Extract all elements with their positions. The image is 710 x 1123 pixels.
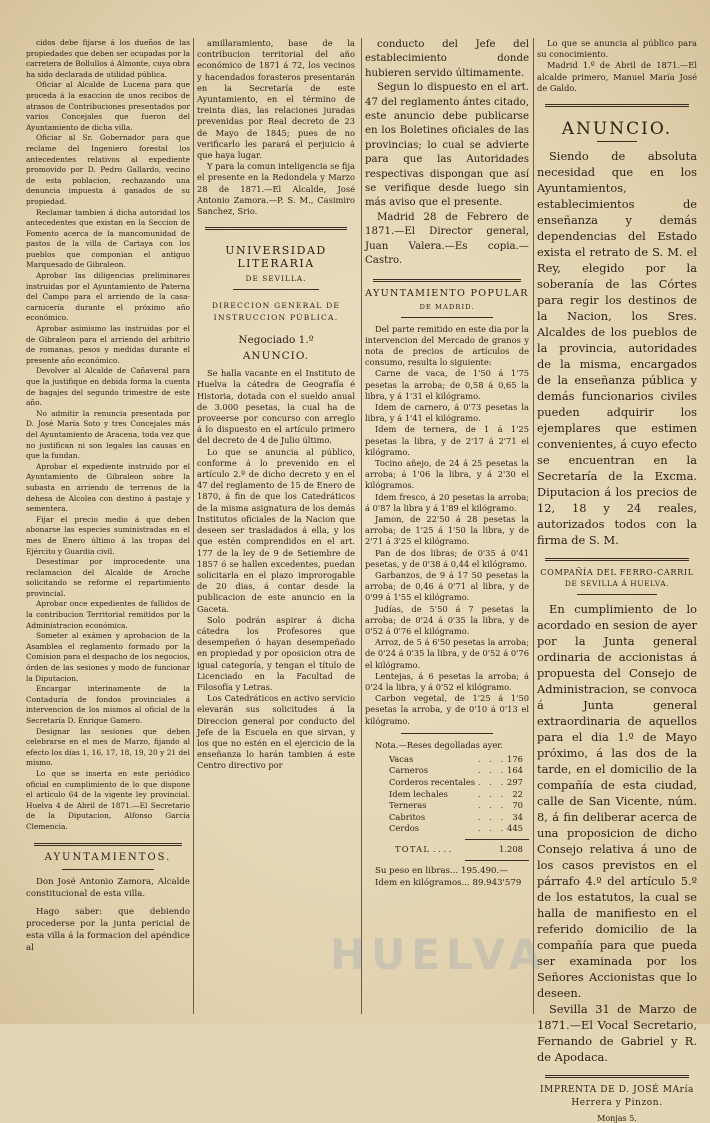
paragraph: cidos debe fijarse á los dueños de las propiedades que deben ser ocupadas por la carretera de Bollullos á Almonte, cuya obra ha sido declarada de utilidad pública. xyxy=(26,38,190,79)
price-item: Garbanzos, de 9 á 17 50 pesetas la arroba; de 0,46 á 0'71 al libra, y de 0'99 á 1'55 el kilógramo. xyxy=(365,569,529,603)
divider xyxy=(233,289,319,290)
price-item: Tocino añejo, de 24 á 25 pesetas la arroba; á 1'06 la libra, y á 2'30 el kilógramos. xyxy=(365,457,529,491)
paragraph: amillaramiento, base de la contribucion territorial del año económico de 1871 á 72, los vecinos y hacendados forasteros presentarán en la Secretaría de este Ayuntamiento, en el término de treinta dias, las relaciones juradas prevenidas por Real decreto de 23 de Mayo de 1845; pues de no verificarlo les parará el perjuicio á que haya lugar. xyxy=(197,38,355,161)
divider xyxy=(205,227,347,230)
paragraph: Sevilla 31 de Marzo de 1871.—El Vocal Secretario, Fernando de Gabriel y R. de Apodaca. xyxy=(537,1002,697,1065)
price-item: Pan de dos libras; de 0'35 á 0'41 pesetas, y de 0'38 á 0,44 el kilógramo. xyxy=(365,547,529,569)
divider xyxy=(577,594,657,595)
slaughter-total: TOTAL . . . . 1.208 xyxy=(365,844,529,856)
notice-text: Hago saber: que debiendo procederse por la junta pericial de esta villa á la formacion del apéndice al xyxy=(26,906,190,953)
paragraph: Aprobar las diligencias preliminares instruidas por el Ayuntamiento de Paterna del Campo para el arriendo de la casa-carnicería durante el próximo año económico. xyxy=(26,271,190,323)
paragraph: Madrid 28 de Febrero de 1871.—El Director general, Juan Valera.—Es copia.—Castro. xyxy=(365,211,529,267)
column-rule xyxy=(533,38,534,1014)
anuncio-title: ANUNCIO. xyxy=(242,350,310,363)
negociado-label: Negociado 1.º xyxy=(238,334,314,347)
stats-row xyxy=(365,754,529,766)
stats-value: 34 xyxy=(512,811,523,822)
divider xyxy=(401,317,493,318)
dot-leader: . . . xyxy=(477,788,507,799)
paragraph: Someter al exámen y aprobacion de la Asamblea el reglamento formado por la Comision para el despacho de los negocios, órden de las sesiones y modo de funcionar la Diputacion. xyxy=(26,631,190,683)
price-item: Jamon, de 22'50 á 28 pesetas la arroba; de 1'25 á 1'50 la libra, y de 2'71 á 3'25 el kilógramo. xyxy=(365,513,529,547)
printer-imprint: IMPRENTA DE D. JOSÉ MAría Herrera y Pinzon. xyxy=(539,1085,695,1109)
stats-value: 445 xyxy=(507,823,523,834)
divider xyxy=(401,733,493,734)
stats-label: Corderos recentales xyxy=(389,777,476,787)
paragraph: conducto del Jefe del establecimiento donde hubieren servido últimamente. xyxy=(365,39,529,79)
stats-row xyxy=(365,823,529,835)
paragraph: Oficiar al Sr. Gobernador para que reclame del Ingeniero forestal los antecedentes relativos al expediente promovido por D. Pedro Gallardo, vecino de esta poblacion, rechazando una denuncia impuesta á ganados de su propiedad. xyxy=(26,133,190,206)
stats-label: Cerdos xyxy=(389,823,420,834)
column-1 xyxy=(26,38,190,1016)
divider xyxy=(465,860,529,861)
paragraph: Aprobar asimismo las instruidas por el de Gibraleon para el arriendo del arbitrio de romanas, pesos y medidas durante el presente año económico. xyxy=(26,324,190,365)
madrid-subheading: DE MADRID. xyxy=(419,302,475,311)
total-label: TOTAL xyxy=(395,843,431,854)
divider xyxy=(597,141,637,142)
anuncio-body xyxy=(197,368,355,771)
paragraph: Se halla vacante en el Instituto de Huelva la cátedra de Geografía é Historia, dotada con el sueldo anual de 3.000 pesetas, la cual ha de proveerse por concurso con arreglo á lo dispuesto en el artículo primero del decreto de 4 de Julio último. xyxy=(197,368,355,446)
paragraph: Madrid 1.º de Abril de 1871.—El alcalde primero, Manuel María José de Galdo. xyxy=(537,60,697,93)
stats-value: 164 xyxy=(507,765,523,776)
column-2 xyxy=(197,38,355,1016)
stats-label: Carneros xyxy=(389,765,429,776)
slaughter-table xyxy=(365,754,529,835)
price-item: Idem fresco, á 20 pesetas la arroba; á 0'87 la libra y á 1'89 el kilógramo. xyxy=(365,491,529,513)
price-item: Lentejas, á 6 pesetas la arroba; á 0'24 la libra, y á 0'52 el kilógramo. xyxy=(365,670,529,692)
paragraph: Solo podrán aspirar á dicha cátedra los Profesores que desempeñen ó hayan desempeñado en propiedad y por oposicion otra de igual categoría, y tengan el título de Licenciado en la Facultad de Filosofía y Letras. xyxy=(197,614,355,692)
paragraph: Lo que se anuncia al público, conforme á lo prevenido en el artículo 2.º de dicho decreto y en el 47 del reglamento de 15 de Enero de 1870, á fin de que los Catedráticos de la misma asignatura de los demás Institutos oficiales de la Nacion que deseen ser trasladados á ella, y los que estén comprendidos en el art. 177 de la ley de 9 de Setiembre de 1857 ó se hallen excedentes, puedan solicitarla en el plazo improrogable de 20 dias, á contar desde la publicacion de este anuncio en la Gaceta. xyxy=(197,446,355,614)
stats-value: 22 xyxy=(512,788,523,799)
ayuntamientos-heading: AYUNTAMIENTOS. xyxy=(44,851,172,863)
total-value: 1.208 xyxy=(499,843,523,854)
paragraph: Y para la comun inteligencia se fija el presente en la Redondela y Marzo 28 de 1871.—El Alcalde, José Antonio Zamora.—P. S. M., Casimiro Sanchez, Srio. xyxy=(197,161,355,217)
paragraph: Segun lo dispuesto en el art. 47 del reglamento ántes citado, este anuncio debe publicarse en los Boletines oficiales de las provincias; lo cual se advierte para que las Autoridades respectivas dispongan que así se verifique desde luego sin más aviso que el presente. xyxy=(365,82,529,209)
paragraph: Los Catedráticos en activo servicio elevarán sus solicitudes á la Direccion general por conducto del Jefe de la Escuela en que sirvan, y los que no estén en el ejercicio de la enseñanza lo harán tambien á este Centro directivo por xyxy=(197,693,355,771)
dot-leader: . . . xyxy=(477,800,507,811)
resolutions-list xyxy=(26,38,190,833)
paragraph: Lo que se anuncia al público para su conocimiento. xyxy=(537,38,697,60)
stats-value: 297 xyxy=(507,777,523,787)
dot-leader: . . . xyxy=(477,823,507,834)
nota-label: Nota.—Reses degolladas ayer. xyxy=(375,739,504,750)
paragraph: Lo que se inserta en este periódico oficial en cumplimiento de lo que dispone el artículo 64 de la vigente ley provincial. Huelva 4 de Abril de 1871.—El Secretario de la Diputacion, Alfonso García Clemencia. xyxy=(26,768,190,831)
stats-label: Idem lechales xyxy=(389,788,448,799)
stats-row xyxy=(365,789,529,801)
direction-heading: DIRECCION GENERAL DE INSTRUCCION PÚBLICA. xyxy=(211,301,341,323)
paragraph: En cumplimiento de lo acordado en sesion de ayer por la Junta general ordinaria de accionistas á propuesta del Consejo de Administracion, se convoca á Junta general extraordinaria de aquellos para el dia 1.º de Mayo próximo, á las dos de la tarde, en el domicilio de la compañía de esta ciudad, calle de San Vicente, núm. 8, á fin deliberar acerca de una proposicion de dicho Consejo relativa á uno de los casos previstos en el párrafo 4.º del artículo 5.º de los estatutos, la cual se halla de manifiesto en el referido domicilio de la compañía para que pueda ser examinada por los Señores Accionistas que lo deseen. xyxy=(537,602,697,1001)
price-item: Arroz, de 5 á 6'50 pesetas la arroba; de 0'24 á 0'35 la libra, y de 0'52 á 0'76 el kilógramo. xyxy=(365,637,529,670)
paragraph: Oficiar al Alcalde de Lucena para que proceda á la exaccion de unos recibos de atrasos de Contribuciones presentados por varios Concejales que fueron del Ayuntamiento de dicha villa. xyxy=(26,80,190,132)
divider xyxy=(545,1075,689,1078)
divider xyxy=(62,869,154,870)
paragraph: Aprobar el expediente instruido por el Ayuntamiento de Gibraleon sobre la subasta en arriendo de terrenos de la dehesa de Alcolea con destino á pastaje y sementera. xyxy=(26,461,190,514)
paragraph: Devolver al Alcalde de Cañaveral para que la justifique en debida forma la cuenta de bagajes del segundo trimestre de este año. xyxy=(26,366,190,408)
madrid-heading: AYUNTAMIENTO POPULAR xyxy=(365,287,529,299)
price-item: Carne de vaca, de 1'50 á 1'75 pesetas la arroba; de 0,58 á 0,65 la libra, y á 1'31 el kilógramo. xyxy=(365,368,529,401)
paragraph: Siendo de absoluta necesidad que en los Ayuntamientos, establecimientos de enseñanza y demás dependencias del Estado exista el retrato de S. M. el Rey, elegido por la soberanía de las Córtes para regir los destinos de la Nacion, los Sres. Alcaldes de los pueblos de la provincia, autoridades de la misma, encargados de la enseñanza pública y demás funcionarios civiles pueden adquirir los ejemplares que estimen convenientes, á cuyo efecto se encuentran en la Secretaría de la Excma. Diputacion á los precios de 12, 18 y 24 reales, autorizados todos con la firma de S. M. xyxy=(537,149,697,548)
paragraph: No admitir la renuncia presentada por D. José María Soto y tres Concejales más del Ayuntamiento de Aracena, toda vez que no justifican ni son legales las causas en que la fundan. xyxy=(26,408,190,461)
price-item: Judías, de 5'50 á 7 pesetas la arroba; de 0'24 á 0'35 la libra, y de 0'52 á 0'76 el kilógramo. xyxy=(365,603,529,636)
paragraph: Encargar interinamente de la Contaduría de fondos provinciales á intervencion de los mismos al oficial de la Secretaría D. Enrique Gamero. xyxy=(26,684,190,725)
price-item: Idem de carnero, á 0'73 pesetas la libra, y á 1'41 el kilógramo. xyxy=(365,401,529,424)
prices-report xyxy=(365,324,529,727)
divider xyxy=(373,279,521,282)
dot-leader: . . . xyxy=(477,777,507,787)
column-4 xyxy=(537,38,697,1123)
anuncio-continuation xyxy=(365,38,529,269)
divider xyxy=(34,843,182,846)
paragraph: Designar las sesiones que deben celebrarse en el mes de Marzo, fijando al efecto los dias 1, 16, 17, 18, 19, 20 y 21 del mismo. xyxy=(26,726,190,768)
university-heading: UNIVERSIDAD LITERARIA xyxy=(225,244,327,271)
dot-leader: . . . xyxy=(477,811,507,822)
watermark: HUELVA xyxy=(330,930,548,979)
divider xyxy=(545,558,689,561)
column-rule xyxy=(361,38,362,1014)
madrid-closing xyxy=(537,38,697,94)
dot-leader: . . . xyxy=(477,765,507,776)
stats-row xyxy=(365,812,529,824)
divider xyxy=(465,839,529,840)
stats-label: Terneras xyxy=(389,800,427,811)
stats-row xyxy=(365,777,529,789)
stats-label: Vacas xyxy=(389,753,414,764)
column-rule xyxy=(193,38,194,1014)
paragraph: Reclamar tambien á dicha autoridad los antecedentes que existan en la Seccion de Fomento acerca de la mancomunidad de pastos de la villa de Cartaya con los pueblos que componian el antiguo Marquesado de Gibraleon. xyxy=(26,207,190,270)
stats-value: 70 xyxy=(512,800,523,811)
university-subheading: DE SEVILLA. xyxy=(245,274,307,284)
railway-heading: COMPAÑÍA DEL FERRO-CARRIL xyxy=(540,567,694,578)
railway-notice xyxy=(537,601,697,1065)
notice-intro xyxy=(197,38,355,217)
paragraph: Desestimar por improcedente una reclamacion del Alcalde de Aroche solicitando se reforme el repartimiento provincial. xyxy=(26,557,190,598)
portrait-notice xyxy=(537,148,697,548)
divider xyxy=(545,104,689,107)
paragraph: Fijar el precio medio á que deben abonarse las especies suministradas en el mes de Enero último á las tropas del Ejército y Guardia civil. xyxy=(26,514,190,556)
price-item: Carbon vegetal, de 1'25 á 1'50 pesetas la arroba, y de 0'10 á 0'13 el kilógramo. xyxy=(365,693,529,726)
printer-address: Monjas 5. xyxy=(597,1114,637,1123)
mayor-subhead: Don José Antonio Zamora, Alcalde constitucional de esta villa. xyxy=(26,876,190,899)
weight-kilograms: Idem en kilógramos... 89.943'579 xyxy=(375,877,522,888)
weight-pounds: Su peso en libras... 195.490.— xyxy=(375,865,508,876)
anuncio-title: ANUNCIO. xyxy=(561,119,673,140)
price-item: Del parte remitido en este dia por la intervencion del Mercado de granos y nota de precios de artículos de consumo, resulta lo siguiente: xyxy=(365,323,529,368)
price-item: Idem de ternera, de 1 á 1'25 pesetas la libra, y de 2'17 á 2'71 el kilógramo. xyxy=(365,424,529,457)
railway-subheading: DE SEVILLA Á HUELVA. xyxy=(564,579,670,589)
stats-value: 176 xyxy=(507,753,523,764)
stats-row xyxy=(365,800,529,812)
stats-label: Cabritos xyxy=(389,811,426,822)
dot-leader: . . . xyxy=(477,753,507,764)
column-3 xyxy=(365,38,529,1016)
paragraph: Aprobar once expedientes de fallidos de la contribucion Territorial remitidos por la Administracion económica. xyxy=(26,599,190,630)
stats-row xyxy=(365,765,529,777)
